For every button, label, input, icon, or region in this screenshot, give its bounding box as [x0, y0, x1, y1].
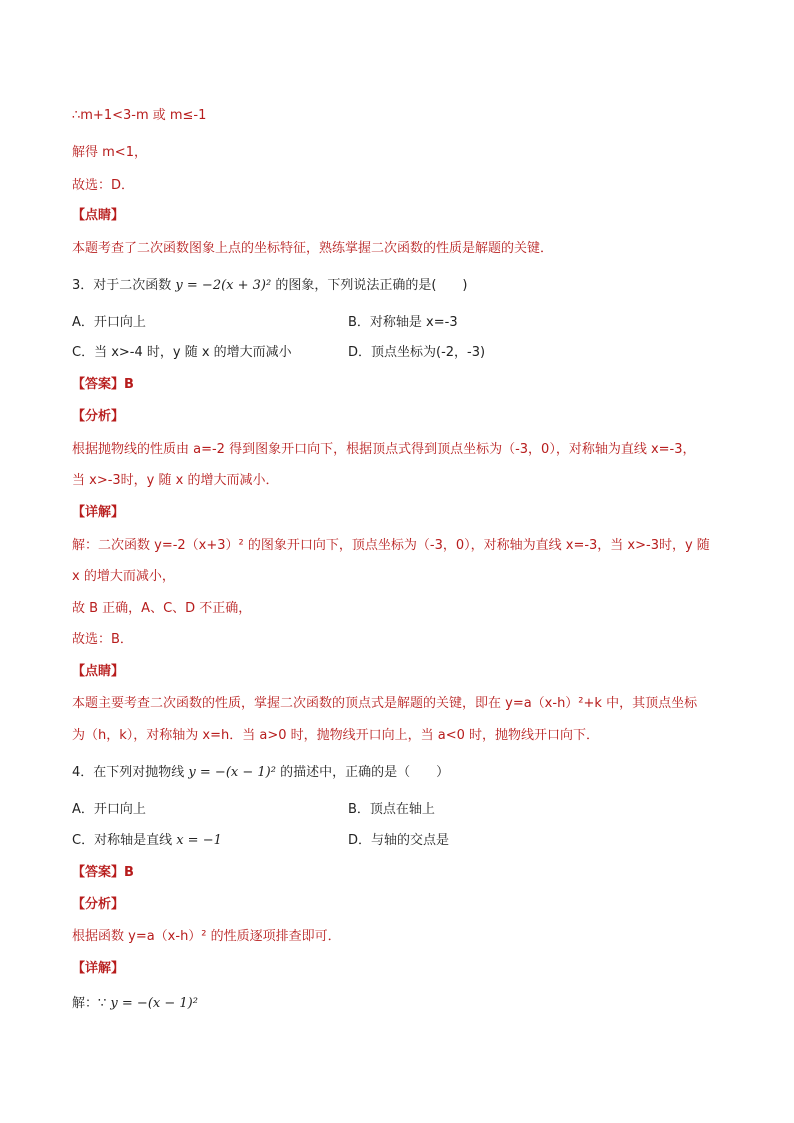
question-4-option-c-prefix: C．对称轴是直线 [72, 833, 173, 848]
question-3-option-a: A．开口向上 [72, 315, 146, 330]
question-4-option-b: B．顶点在轴上 [348, 802, 435, 817]
question-3-prefix: 3．对于二次函数 [72, 278, 172, 293]
question-3-option-b: B．对称轴是 x=-3 [348, 315, 458, 330]
tip-heading: 【点睛】 [72, 208, 125, 223]
question-4-option-c [72, 831, 222, 851]
question-3-detail-line-1: 解：二次函数 y=-2（x+3）² 的图象开口向下，顶点坐标为（-3，0），对称轴为直线 x=-3，当 x>-3时，y 随 [72, 538, 710, 553]
question-3-detail-line-3: 故 B 正确，A、C、D 不正确， [72, 601, 252, 616]
question-4-option-c-formula: x = −1 [176, 833, 222, 848]
question-3-suffix: 的图象，下列说法正确的是( ) [275, 278, 468, 293]
solution-line-inequality: ∴m+1<3-m 或 m≤-1 [72, 108, 207, 123]
question-4-prefix: 4．在下列对抛物线 [72, 765, 185, 780]
question-3-stem [72, 276, 468, 296]
question-4-stem [72, 763, 449, 783]
question-4-detail-heading: 【详解】 [72, 961, 125, 976]
question-4-analysis-heading: 【分析】 [72, 897, 125, 912]
question-3-tip-line-1: 本题主要考查二次函数的性质，掌握二次函数的顶点式是解题的关键，即在 y=a（x-h）²+k 中，其顶点坐标 [72, 696, 698, 711]
tip-text: 本题考查了二次函数图象上点的坐标特征，熟练掌握二次函数的性质是解题的关键． [72, 241, 554, 256]
question-3-detail-line-2: x 的增大而减小， [72, 569, 175, 584]
question-4-detail-formula: y = −(x − 1)² [110, 996, 198, 1011]
question-4-suffix: 的描述中，正确的是（ ） [280, 765, 450, 780]
question-3-answer: 【答案】B [72, 377, 134, 392]
question-3-analysis-line-1: 根据抛物线的性质由 a=-2 得到图象开口向下，根据顶点式得到顶点坐标为（-3，0），对称轴为直线 x=-3， [72, 442, 696, 457]
question-3-tip-heading: 【点睛】 [72, 664, 125, 679]
solution-line-choice: 故选：D． [72, 178, 135, 193]
solution-line-result: 解得 m<1， [72, 145, 147, 160]
question-4-option-a: A．开口向上 [72, 802, 146, 817]
question-3-option-d: D．顶点坐标为(-2，-3) [348, 345, 486, 360]
question-4-option-d: D．与轴的交点是 [348, 833, 450, 848]
question-3-tip-line-2: 为（h，k），对称轴为 x=h．当 a>0 时，抛物线开口向上，当 a<0 时，抛物线开口向下． [72, 728, 600, 743]
question-4-detail-prefix: 解：∵ [72, 996, 107, 1011]
question-4-detail-line-1 [72, 994, 198, 1014]
question-3-formula: y = −2(x + 3)² [175, 278, 272, 293]
question-4-formula: y = −(x − 1)² [188, 765, 276, 780]
question-3-detail-line-4: 故选：B． [72, 632, 133, 647]
question-4-answer: 【答案】B [72, 865, 134, 880]
question-4-analysis-line-1: 根据函数 y=a（x-h）² 的性质逐项排查即可． [72, 929, 341, 944]
question-3-detail-heading: 【详解】 [72, 505, 125, 520]
question-3-option-c: C．当 x>-4 时，y 随 x 的增大而减小 [72, 345, 292, 360]
question-3-analysis-heading: 【分析】 [72, 409, 125, 424]
question-3-analysis-line-2: 当 x>-3时，y 随 x 的增大而减小． [72, 473, 279, 488]
